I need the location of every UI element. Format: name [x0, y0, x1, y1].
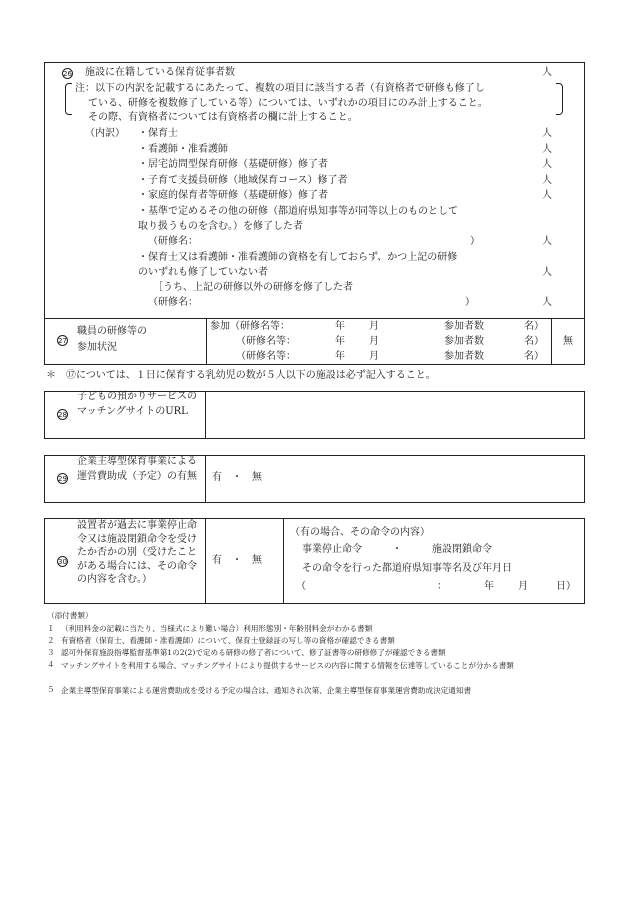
attachment-2-text: 有資格者（保育士、看護師・准看護師）について、保育士登録証の写し等の資格が確認できる書類 [61, 636, 395, 645]
s27-row-3-prefix: （研修名等： [236, 351, 296, 362]
s30-date-open: （ [296, 581, 306, 592]
item-hoikushi-unit: 人 [542, 128, 552, 139]
section-number-27: 27 [58, 337, 67, 345]
s30-date-colon: ： [437, 581, 447, 592]
item-childcare-support: ・子育て支援員研修（地域保育コース）修了者 [138, 175, 348, 186]
s30-options[interactable]: 有 ・ 無 [212, 555, 262, 566]
other-training-name-label: （研修名： [148, 236, 198, 247]
s28-divider [205, 391, 206, 439]
item-nurse-unit: 人 [542, 144, 552, 155]
item-family-care-unit: 人 [542, 190, 552, 201]
asterisk-note: ＊ ⑰については、１日に保育する乳幼児の数が５人以下の施設は必ず記入すること。 [46, 370, 436, 381]
section-number-30: 30 [58, 558, 67, 566]
s27-row-1-year: 年 [335, 321, 345, 332]
item-home-visit: ・居宅訪問型保育研修（基礎研修）修了者 [138, 159, 328, 170]
untrained-sub-unit: 人 [542, 297, 552, 308]
other-training-line-1: ・基準で定めるその他の研修（都道府県知事等が同等以上のものとして [138, 206, 458, 217]
s30-detail-title: （有の場合、その命令の内容） [290, 527, 430, 538]
s29-options[interactable]: 有 ・ 無 [212, 472, 262, 483]
s29-divider [205, 455, 206, 503]
untrained-name-label: （研修名： [148, 297, 198, 308]
section-number-28: 28 [58, 411, 67, 419]
item-childcare-support-unit: 人 [542, 175, 552, 186]
s27-row-1-prefix: 参加（研修名等： [210, 321, 290, 332]
section-number-26: 26 [63, 70, 72, 78]
note-bracket-right [556, 83, 563, 115]
s27-row-2-month: 月 [369, 336, 379, 347]
s27-label-line-1: 職員の研修等の [77, 326, 147, 337]
other-training-unit: 人 [542, 236, 552, 247]
attachment-5-num: ５ [47, 685, 55, 694]
s27-none-option: 無 [563, 336, 573, 347]
attachment-2-num: ２ [47, 636, 55, 645]
attachments-heading: （添付書類） [47, 611, 93, 620]
s28-url-value[interactable] [212, 409, 572, 423]
item-home-visit-unit: 人 [542, 159, 552, 170]
untrained-line-1: ・保育士又は看護師・准看護師の資格を有しておらず、かつ上記の研修 [138, 252, 458, 263]
s27-col-divider-2 [551, 318, 552, 365]
item-nurse: ・看護師・准看護師 [138, 144, 228, 155]
s30-date-day: 日） [556, 581, 576, 592]
s29-label: 企業主導型保育事業による運営費助成（予定）の有無 [77, 456, 197, 482]
unit-total: 人 [542, 67, 552, 78]
item-family-care: ・家庭的保育者等研修（基礎研修）修了者 [138, 190, 328, 201]
s27-row-2-year: 年 [335, 336, 345, 347]
s27-row-2-prefix: （研修名等： [236, 336, 296, 347]
s27-col-divider-1 [206, 318, 207, 365]
s30-issuer-line: その命令を行った都道府県知事等名及び年月日 [302, 563, 512, 574]
s27-row-3-count-label: 参加者数 [444, 351, 484, 362]
note-bracket-left [65, 83, 72, 115]
attachment-1-text: （利用料金の記載に当たり、当様式により難い場合）利用形態別・年齢別料金がわかる書類 [61, 624, 373, 633]
attachment-4-num: ４ [47, 660, 55, 669]
s27-label-line-2: 参加状況 [77, 342, 117, 353]
s30-divider-2 [283, 518, 284, 604]
untrained-name-close: ） [465, 297, 475, 308]
note-line-2: ている、研修を複数修了している等）については、いずれかの項目にのみ計上すること。 [88, 98, 488, 109]
s27-row-3-count-unit: 名） [524, 351, 544, 362]
s27-row-3-month: 月 [369, 351, 379, 362]
section-number-29: 29 [58, 475, 67, 483]
attachment-3-num: ３ [47, 648, 55, 657]
note-line-1: 注：以下の内訳を記載するにあたって、複数の項目に該当する者（有資格者で研修も修了し [75, 83, 485, 94]
untrained-sub-line: ［うち、上記の研修以外の研修を修了した者 [153, 282, 353, 293]
s30-label: 設置者が過去に事業停止命令又は施設閉鎖命令を受けたか否かの別（受けたことがある場合には、その命令の内容を含む。） [77, 520, 197, 586]
divider-26-27 [44, 318, 585, 319]
attachment-1-num: １ [47, 624, 55, 633]
other-training-line-2: 取り扱うものを含む。）を修了した者 [138, 221, 303, 232]
s30-date-month: 月 [518, 581, 528, 592]
untrained-line-2: のいずれも修了していない者 [138, 267, 268, 278]
s27-row-3-year: 年 [335, 351, 345, 362]
s28-label: 子どもの預かりサービスのマッチングサイトのURL [77, 391, 197, 417]
attachment-3-text: 認可外保育施設指導監督基準第1の2(2)で定める研修の修了者について、修了証書等の研修修了が確認できる書類 [61, 648, 446, 657]
attachment-4-text: マッチングサイトを利用する場合、マッチングサイトにより提供するサービスの内容に関する情報を伝達等していることが分かる書類 [61, 661, 514, 670]
s30-order-types[interactable]: 事業停止命令 ・ 施設閉鎖命令 [302, 544, 492, 555]
s27-row-1-count-unit: 名） [524, 321, 544, 332]
s30-divider-1 [205, 518, 206, 604]
attachment-5-text: 企業主導型保育事業による運営費助成を受ける予定の場合は、通知され次第、企業主導型保育事業運営費助成決定通知書 [61, 686, 472, 695]
s27-row-1-count-label: 参加者数 [444, 321, 484, 332]
item-hoikushi: ・保育士 [138, 128, 178, 139]
s27-row-2-count-unit: 名） [524, 336, 544, 347]
other-training-name-close: ） [470, 236, 480, 247]
section-26-title: 施設に在籍している保育従事者数 [85, 67, 235, 78]
breakdown-label: （内訳） [85, 128, 125, 139]
s27-row-2-count-label: 参加者数 [444, 336, 484, 347]
note-line-3: その際、有資格者については有資格者の欄に計上すること。 [88, 112, 358, 123]
untrained-unit: 人 [542, 267, 552, 278]
s30-date-year: 年 [484, 581, 494, 592]
s27-row-1-month: 月 [369, 321, 379, 332]
